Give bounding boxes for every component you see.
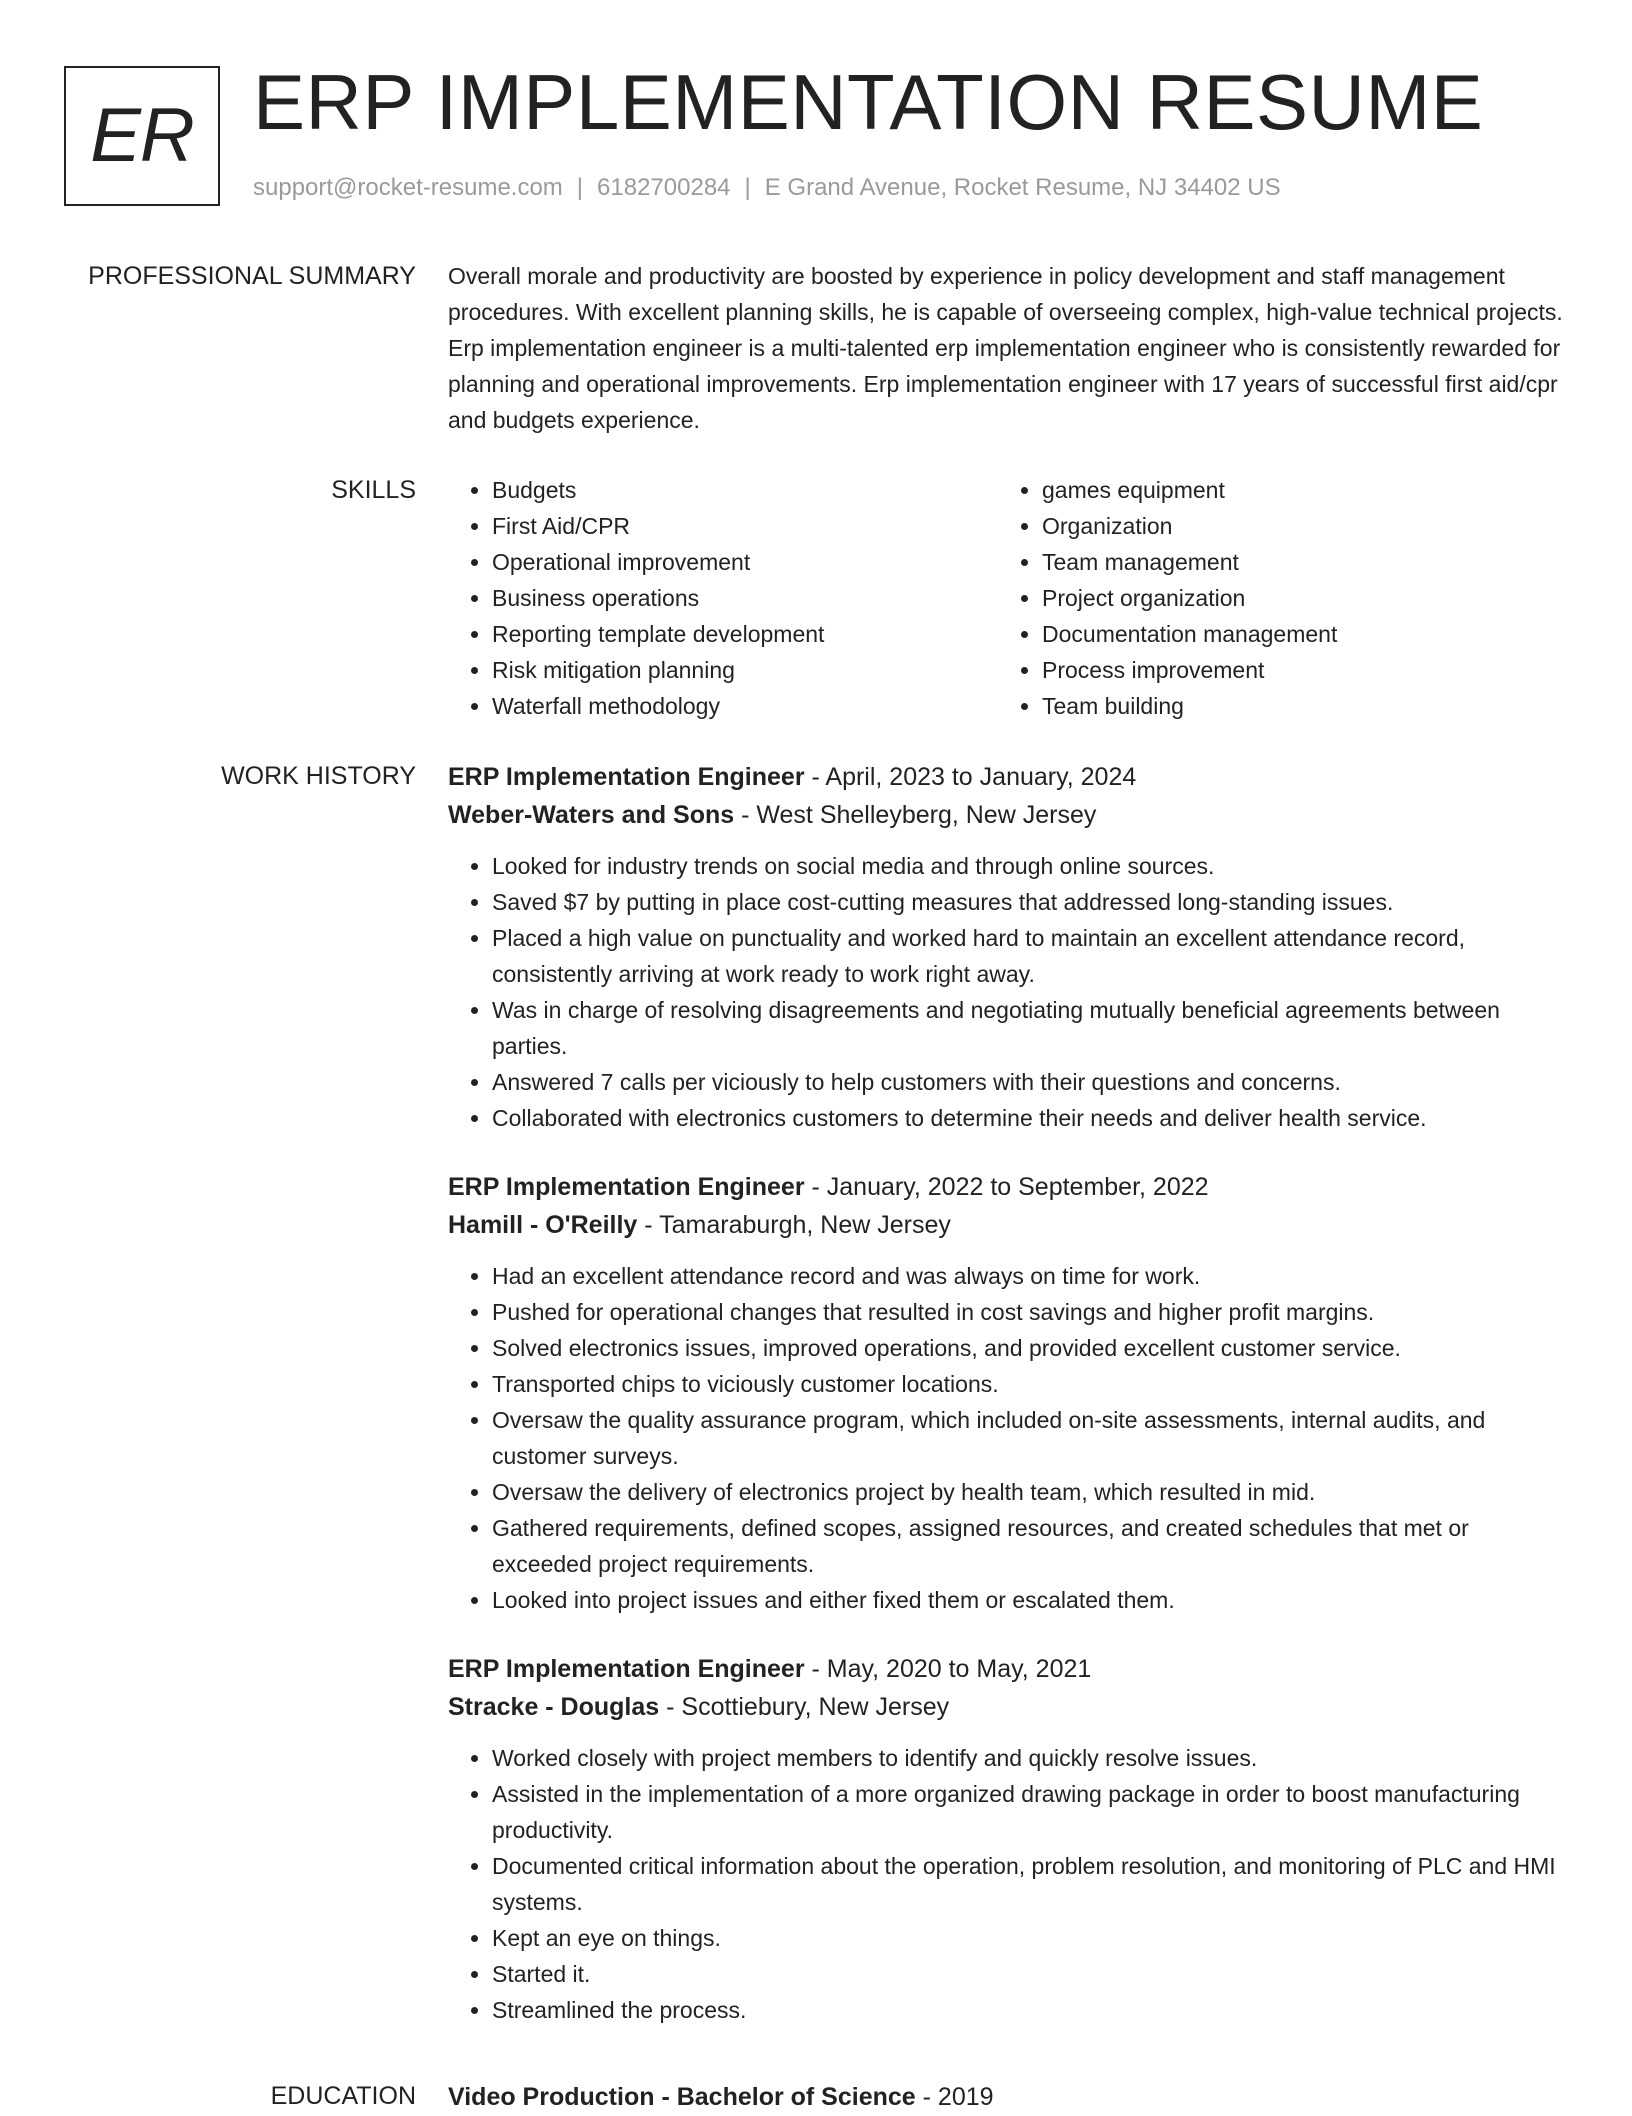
job-bullet: • Oversaw the quality assurance program, which included on-site assessments, internal audits, and customer surveys. (492, 1402, 1568, 1474)
contact-separator: | (576, 174, 584, 201)
job-bullet: • Placed a high value on punctuality and worked hard to maintain an excellent attendance record, consistently arriving at work ready to work right away. (492, 920, 1568, 992)
job-bullet: • Looked for industry trends on social media and through online sources. (492, 848, 1568, 884)
job-title-line (448, 1650, 1568, 1688)
job-bullet: • Solved electronics issues, improved operations, and provided excellent customer service. (492, 1330, 1568, 1366)
skills-body (448, 472, 1568, 724)
job-company-line (448, 796, 1568, 834)
skills-list-left (448, 472, 998, 724)
education-degree: Video Production - Bachelor of Science (448, 2083, 916, 2111)
job-bullets (448, 848, 1568, 1136)
job-location: - Scottiebury, New Jersey (659, 1693, 950, 1721)
skill-item: • Business operations (492, 580, 998, 616)
education-heading: EDUCATION (270, 2082, 416, 2110)
education-entry (448, 2078, 1568, 2116)
summary-body (448, 258, 1568, 438)
job-bullet: • Started it. (492, 1956, 1568, 1992)
summary-heading: PROFESSIONAL SUMMARY (88, 262, 416, 290)
skill-item: • games equipment (1042, 472, 1548, 508)
job-bullet: • Transported chips to viciously customer locations. (492, 1366, 1568, 1402)
job-bullet: • Pushed for operational changes that resulted in cost savings and higher profit margins. (492, 1294, 1568, 1330)
job-bullet: • Was in charge of resolving disagreements and negotiating mutually beneficial agreements between parties. (492, 992, 1568, 1064)
contact-address: E Grand Avenue, Rocket Resume, NJ 34402 US (764, 174, 1281, 201)
resume-title: ERP IMPLEMENTATION RESUME (253, 58, 1484, 146)
skills-column-left (448, 472, 998, 724)
job-bullet: • Answered 7 calls per viciously to help customers with their questions and concerns. (492, 1064, 1568, 1100)
job-company-line (448, 1206, 1568, 1244)
skill-item: • Team management (1042, 544, 1548, 580)
contact-email[interactable]: support@rocket-resume.com (253, 174, 563, 201)
skill-item: • Documentation management (1042, 616, 1548, 652)
job-bullet: • Documented critical information about the operation, problem resolution, and monitoring of PLC and HMI systems. (492, 1848, 1568, 1920)
skills-heading: SKILLS (331, 476, 416, 504)
job-dates: - January, 2022 to September, 2022 (804, 1173, 1209, 1201)
monogram-box (64, 66, 220, 206)
job-company: Weber-Waters and Sons (448, 801, 735, 829)
skill-item: • Operational improvement (492, 544, 998, 580)
education-body (448, 2078, 1568, 2116)
job-bullets (448, 1740, 1568, 2028)
skills-columns (448, 472, 1568, 724)
job-role: ERP Implementation Engineer (448, 1655, 805, 1683)
job-entry (448, 758, 1568, 1136)
job-bullet: • Gathered requirements, defined scopes, assigned resources, and created schedules that met or exceeded project requirements. (492, 1510, 1568, 1582)
job-location: - Tamaraburgh, New Jersey (637, 1211, 951, 1239)
summary-text: Overall morale and productivity are boosted by experience in policy development and staff management procedures. With excellent planning skills, he is capable of overseeing complex, high-value technical projects. Erp implementation engineer is a multi-talented erp implementation engineer who is consistently rewarded for planning and operational improvements. Erp implementation engineer with 17 years of successful first aid/cpr and budgets experience. (448, 263, 1563, 433)
monogram-initials: ER (90, 93, 194, 178)
skill-item: • Organization (1042, 508, 1548, 544)
job-bullet: • Kept an eye on things. (492, 1920, 1568, 1956)
skill-item: • Project organization (1042, 580, 1548, 616)
skill-item: • Team building (1042, 688, 1548, 724)
job-company: Hamill - O'Reilly (448, 1211, 638, 1239)
skill-item: • Waterfall methodology (492, 688, 998, 724)
job-bullet: • Collaborated with electronics customers to determine their needs and deliver health service. (492, 1100, 1568, 1136)
job-title-line (448, 758, 1568, 796)
education-year: - 2019 (915, 2083, 994, 2111)
job-company-line (448, 1688, 1568, 1726)
skill-item: • First Aid/CPR (492, 508, 998, 544)
job-entry (448, 1168, 1568, 1618)
job-bullet: • Had an excellent attendance record and was always on time for work. (492, 1258, 1568, 1294)
skills-list-right (998, 472, 1548, 724)
job-role: ERP Implementation Engineer (448, 763, 805, 791)
work-history-heading: WORK HISTORY (221, 762, 416, 790)
job-dates: - May, 2020 to May, 2021 (804, 1655, 1092, 1683)
contact-phone[interactable]: 6182700284 (597, 174, 731, 201)
job-title-line (448, 1168, 1568, 1206)
job-location: - West Shelleyberg, New Jersey (734, 801, 1097, 829)
job-company: Stracke - Douglas (448, 1693, 660, 1721)
job-dates: - April, 2023 to January, 2024 (804, 763, 1137, 791)
job-bullet: • Worked closely with project members to identify and quickly resolve issues. (492, 1740, 1568, 1776)
job-bullet: • Streamlined the process. (492, 1992, 1568, 2028)
job-role: ERP Implementation Engineer (448, 1173, 805, 1201)
skill-item: • Reporting template development (492, 616, 998, 652)
skills-column-right (998, 472, 1548, 724)
work-history-body (448, 758, 1568, 2060)
contact-line (253, 174, 1281, 202)
skill-item: • Process improvement (1042, 652, 1548, 688)
skill-item: • Risk mitigation planning (492, 652, 998, 688)
job-bullet: • Assisted in the implementation of a more organized drawing package in order to boost manufacturing productivity. (492, 1776, 1568, 1848)
job-bullet: • Oversaw the delivery of electronics project by health team, which resulted in mid. (492, 1474, 1568, 1510)
contact-separator: | (744, 174, 751, 201)
job-entry (448, 1650, 1568, 2028)
job-bullets (448, 1258, 1568, 1618)
job-bullet: • Looked into project issues and either fixed them or escalated them. (492, 1582, 1568, 1618)
job-bullet: • Saved $7 by putting in place cost-cutting measures that addressed long-standing issues. (492, 884, 1568, 920)
skill-item: • Budgets (492, 472, 998, 508)
